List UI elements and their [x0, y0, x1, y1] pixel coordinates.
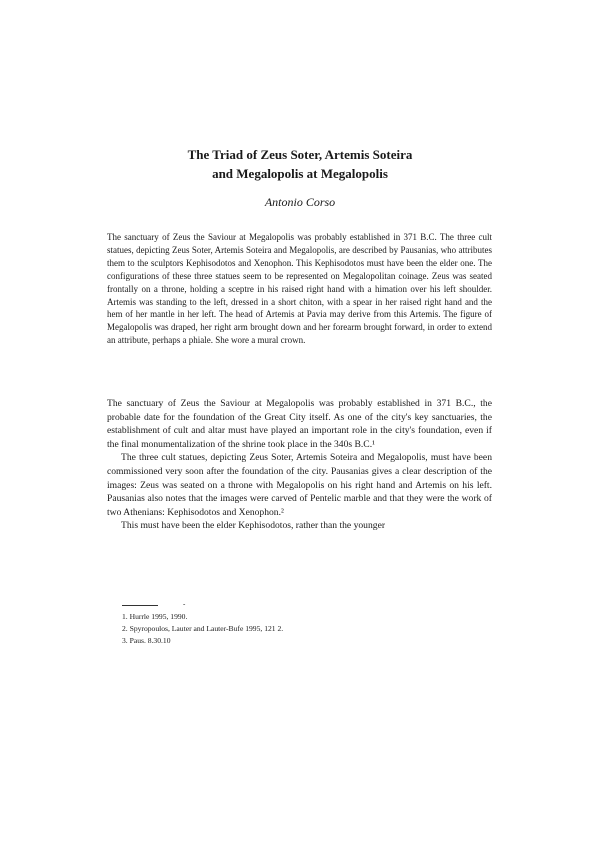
- body-paragraph-3: This must have been the elder Kephisodotos, rather than the younger: [121, 520, 386, 532]
- abstract: The sanctuary of Zeus the Saviour at Megalopolis was probably established in 371 B.C. The three cult statues, depicting Zeus Soter, Artemis Soteira and Megalopolis, are described by Pausanias, who attributes them to the sculptors Kephisodotos and Xenophon. This Kephisodotos must have been the elder one. The configurations of these three statues seem to be represented on Megalopolitan coinage. Zeus was seated frontally on a throne, holding a sceptre in his raised right hand with a himation over his left shoulder. Artemis was standing to the left, dressed in a short chiton, with a spear in her raised right hand and the hem of her mantle in her left. The head of Artemis at Pavia may derive from this Artemis. The figure of Megalopolis was draped, her right arm brought down and her forearm brought forward, in order to extend an attribute, perhaps a phiale. She wore a mural crown.: [107, 232, 492, 346]
- body-text: [107, 397, 492, 533]
- footnote-divider: [122, 605, 158, 606]
- footnote-2: 2. Spyropoulos, Lauter and Lauter-Bufe 1995, 121 2.: [122, 624, 284, 633]
- footnote-1: 1. Hurrle 1995, 1990.: [122, 612, 188, 621]
- title-line-2: and Megalopolis at Megalopolis: [212, 166, 388, 181]
- author-name: Antonio Corso: [264, 195, 336, 209]
- body-paragraph-2: The three cult statues, depicting Zeus Soter, Artemis Soteira and Megalopolis, must have been commissioned very soon after the foundation of the city. Pausanias gives a clear description of the images: Zeus was seated on a throne with Megalopolis on his right hand and Artemis on his left. Pausanias also notes that the images were carved of Pentelic marble and that they were the work of two Athenians: Kephisodotos and Xenophon.²: [107, 452, 492, 518]
- paper-title: [100, 145, 500, 183]
- body-paragraph-1: The sanctuary of Zeus the Saviour at Megalopolis was probably established in 371 B.C., the probable date for the foundation of the Great City itself. As one of the city's key sanctuaries, the establishment of cult and altar must have played an important role in the city's foundation, even if the final monumentalization of the shrine took place in the 340s B.C.¹: [107, 398, 492, 450]
- title-line-1: The Triad of Zeus Soter, Artemis Soteira: [187, 147, 413, 162]
- footnote-mark: -: [183, 600, 186, 608]
- footnotes: [122, 611, 422, 647]
- footnote-3: 3. Paus. 8.30.10: [122, 636, 171, 645]
